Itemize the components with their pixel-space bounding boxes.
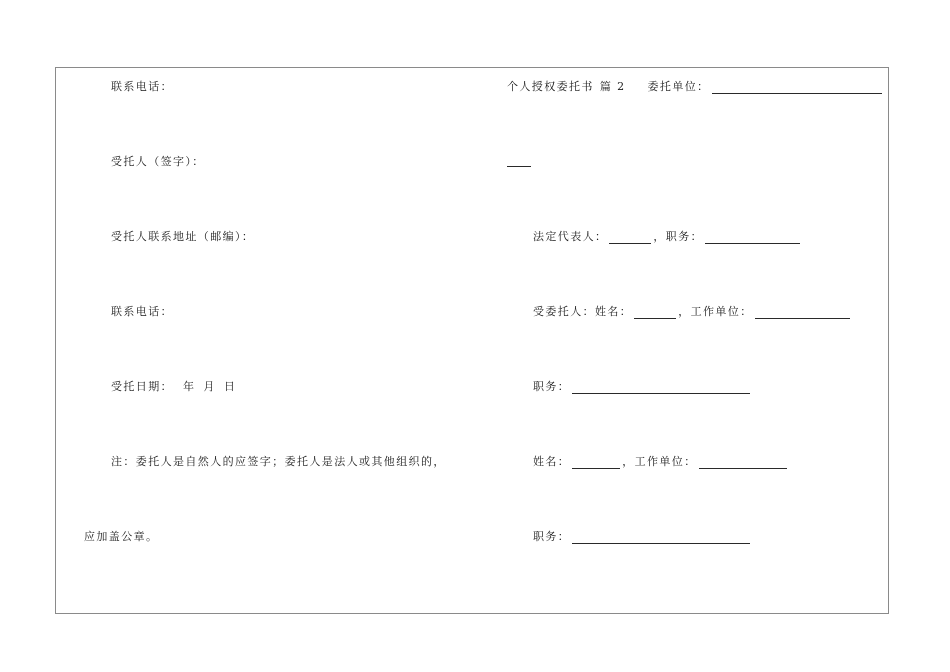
trustee-name-field[interactable]: [634, 307, 676, 319]
note-line-1: [111, 455, 446, 469]
note-text-2: 应加盖公章。: [84, 530, 159, 543]
second-position-field[interactable]: [572, 532, 750, 544]
document-frame: [55, 67, 889, 614]
contact-phone-line-2: [111, 305, 173, 319]
trustee-name-line: [533, 305, 852, 319]
trustee-work-unit-field[interactable]: [755, 307, 850, 319]
trustee-name-label: 受委托人：姓名：: [533, 305, 633, 318]
work-unit-label: ，工作单位：: [678, 305, 753, 318]
legal-rep-position-field[interactable]: [705, 232, 800, 244]
trustee-signature-label: 受托人（签字）：: [111, 155, 205, 168]
note-text-1: 注：委托人是自然人的应签字；委托人是法人或其他组织的，: [111, 455, 446, 468]
trustee-position-field[interactable]: [572, 382, 750, 394]
date-day: 日: [223, 380, 237, 393]
trustee-address-label: 受托人联系地址（邮编）：: [111, 230, 255, 243]
second-name-line: [533, 455, 789, 469]
position-label: 职务：: [533, 380, 571, 393]
contact-phone-line-1: [111, 80, 173, 94]
date-year: 年: [183, 380, 196, 393]
legal-rep-field[interactable]: [609, 232, 651, 244]
entrusting-unit-field[interactable]: [712, 82, 882, 94]
document-section: 篇 2: [599, 80, 626, 93]
entrust-date-line: [111, 380, 236, 394]
contact-phone-label: 联系电话：: [111, 80, 173, 93]
second-position-line: [533, 530, 752, 544]
trustee-position-line: [533, 380, 752, 394]
entrusting-unit-field-continued[interactable]: [507, 155, 531, 167]
second-work-unit-field[interactable]: [699, 457, 787, 469]
work-unit-label: ，工作单位：: [622, 455, 697, 468]
entrust-date-label: 受托日期：: [111, 380, 173, 393]
trustee-signature-line: [111, 155, 205, 169]
trustee-address-line: [111, 230, 254, 244]
contact-phone-label: 联系电话：: [111, 305, 173, 318]
document-title: 个人授权委托书: [507, 80, 594, 93]
entrusting-unit-label: 委托单位：: [647, 80, 710, 93]
legal-rep-label: 法定代表人：: [533, 230, 608, 243]
legal-rep-line: [533, 230, 802, 244]
position-label: ，职务：: [653, 230, 704, 243]
note-line-2: [84, 530, 158, 544]
name-label: 姓名：: [533, 455, 571, 468]
position-label: 职务：: [533, 530, 571, 543]
header-line: [507, 80, 884, 94]
date-month: 月: [203, 380, 216, 393]
entrusting-unit-continuation: [507, 155, 531, 167]
second-name-field[interactable]: [572, 457, 620, 469]
